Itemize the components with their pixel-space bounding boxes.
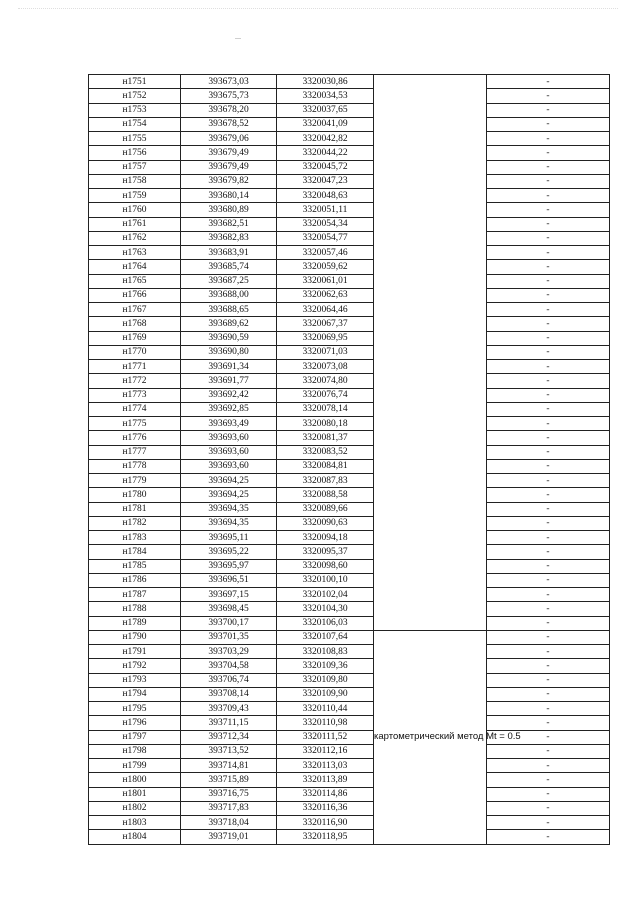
y-coordinate-cell: 3320061,01 [277, 274, 374, 288]
table-row [89, 744, 610, 758]
y-coordinate-cell: 3320107,64 [277, 630, 374, 644]
y-coordinate-cell: 3320102,04 [277, 588, 374, 602]
note-cell: - [487, 630, 610, 644]
point-id-cell: н1761 [89, 217, 181, 231]
note-cell: - [487, 331, 610, 345]
x-coordinate-cell: 393695,97 [181, 559, 277, 573]
note-cell: - [487, 274, 610, 288]
point-id-cell: н1793 [89, 673, 181, 687]
note-cell: - [487, 488, 610, 502]
point-id-cell: н1768 [89, 317, 181, 331]
table-row [89, 174, 610, 188]
point-id-cell: н1771 [89, 360, 181, 374]
point-id-cell: н1792 [89, 659, 181, 673]
point-id-cell: н1786 [89, 573, 181, 587]
point-id-cell: н1769 [89, 331, 181, 345]
y-coordinate-cell: 3320076,74 [277, 388, 374, 402]
y-coordinate-cell: 3320034,53 [277, 89, 374, 103]
x-coordinate-cell: 393704,58 [181, 659, 277, 673]
y-coordinate-cell: 3320111,52 [277, 730, 374, 744]
table-row [89, 816, 610, 830]
point-id-cell: н1772 [89, 374, 181, 388]
y-coordinate-cell: 3320113,89 [277, 773, 374, 787]
note-cell: - [487, 117, 610, 131]
x-coordinate-cell: 393694,25 [181, 488, 277, 502]
note-cell: - [487, 132, 610, 146]
point-id-cell: н1779 [89, 474, 181, 488]
y-coordinate-cell: 3320110,44 [277, 702, 374, 716]
point-id-cell: н1760 [89, 203, 181, 217]
y-coordinate-cell: 3320114,86 [277, 787, 374, 801]
note-cell: - [487, 588, 610, 602]
note-cell: - [487, 545, 610, 559]
table-row [89, 573, 610, 587]
point-id-cell: н1794 [89, 687, 181, 701]
table-row [89, 260, 610, 274]
table-row [89, 374, 610, 388]
y-coordinate-cell: 3320109,36 [277, 659, 374, 673]
note-cell: - [487, 431, 610, 445]
scan-mark [235, 38, 241, 39]
point-id-cell: н1782 [89, 516, 181, 530]
table-row [89, 645, 610, 659]
x-coordinate-cell: 393688,00 [181, 288, 277, 302]
note-cell: - [487, 573, 610, 587]
y-coordinate-cell: 3320108,83 [277, 645, 374, 659]
note-cell: - [487, 702, 610, 716]
x-coordinate-cell: 393718,04 [181, 816, 277, 830]
point-id-cell: н1780 [89, 488, 181, 502]
point-id-cell: н1783 [89, 531, 181, 545]
table-row [89, 431, 610, 445]
table-row [89, 830, 610, 844]
table-row [89, 630, 610, 644]
y-coordinate-cell: 3320098,60 [277, 559, 374, 573]
x-coordinate-cell: 393683,91 [181, 246, 277, 260]
note-cell: - [487, 773, 610, 787]
x-coordinate-cell: 393700,17 [181, 616, 277, 630]
y-coordinate-cell: 3320071,03 [277, 345, 374, 359]
note-cell: - [487, 744, 610, 758]
x-coordinate-cell: 393691,77 [181, 374, 277, 388]
x-coordinate-cell: 393703,29 [181, 645, 277, 659]
y-coordinate-cell: 3320080,18 [277, 417, 374, 431]
table-row [89, 502, 610, 516]
y-coordinate-cell: 3320118,95 [277, 830, 374, 844]
scan-header-noise [18, 8, 618, 19]
table-row [89, 616, 610, 630]
point-id-cell: н1766 [89, 288, 181, 302]
note-cell: - [487, 687, 610, 701]
note-cell: - [487, 445, 610, 459]
point-id-cell: н1774 [89, 402, 181, 416]
note-cell: - [487, 189, 610, 203]
note-cell: - [487, 217, 610, 231]
point-id-cell: н1799 [89, 759, 181, 773]
table-row [89, 75, 610, 89]
note-cell: - [487, 203, 610, 217]
x-coordinate-cell: 393694,35 [181, 516, 277, 530]
point-id-cell: н1787 [89, 588, 181, 602]
point-id-cell: н1778 [89, 459, 181, 473]
table-row [89, 203, 610, 217]
table-row [89, 730, 610, 744]
point-id-cell: н1795 [89, 702, 181, 716]
point-id-cell: н1775 [89, 417, 181, 431]
y-coordinate-cell: 3320106,03 [277, 616, 374, 630]
point-id-cell: н1800 [89, 773, 181, 787]
y-coordinate-cell: 3320057,46 [277, 246, 374, 260]
y-coordinate-cell: 3320109,80 [277, 673, 374, 687]
note-cell: - [487, 559, 610, 573]
note-cell: - [487, 716, 610, 730]
point-id-cell: н1804 [89, 830, 181, 844]
y-coordinate-cell: 3320054,34 [277, 217, 374, 231]
note-cell: - [487, 787, 610, 801]
point-id-cell: н1790 [89, 630, 181, 644]
x-coordinate-cell: 393715,89 [181, 773, 277, 787]
x-coordinate-cell: 393692,42 [181, 388, 277, 402]
y-coordinate-cell: 3320078,14 [277, 402, 374, 416]
x-coordinate-cell: 393687,25 [181, 274, 277, 288]
y-coordinate-cell: 3320069,95 [277, 331, 374, 345]
note-cell: - [487, 231, 610, 245]
table-row [89, 474, 610, 488]
point-id-cell: н1798 [89, 744, 181, 758]
point-id-cell: н1756 [89, 146, 181, 160]
y-coordinate-cell: 3320081,37 [277, 431, 374, 445]
x-coordinate-cell: 393690,59 [181, 331, 277, 345]
x-coordinate-cell: 393694,25 [181, 474, 277, 488]
y-coordinate-cell: 3320064,46 [277, 303, 374, 317]
note-cell: - [487, 816, 610, 830]
y-coordinate-cell: 3320047,23 [277, 174, 374, 188]
table-row [89, 716, 610, 730]
table-row [89, 303, 610, 317]
table-row [89, 759, 610, 773]
x-coordinate-cell: 393701,35 [181, 630, 277, 644]
x-coordinate-cell: 393682,83 [181, 231, 277, 245]
point-id-cell: н1776 [89, 431, 181, 445]
table-row [89, 545, 610, 559]
y-coordinate-cell: 3320084,81 [277, 459, 374, 473]
table-row [89, 402, 610, 416]
x-coordinate-cell: 393692,85 [181, 402, 277, 416]
x-coordinate-cell: 393717,83 [181, 801, 277, 815]
table-row [89, 488, 610, 502]
y-coordinate-cell: 3320041,09 [277, 117, 374, 131]
table-row [89, 317, 610, 331]
table-row [89, 559, 610, 573]
y-coordinate-cell: 3320104,30 [277, 602, 374, 616]
y-coordinate-cell: 3320090,63 [277, 516, 374, 530]
note-cell: - [487, 374, 610, 388]
y-coordinate-cell: 3320113,03 [277, 759, 374, 773]
point-id-cell: н1758 [89, 174, 181, 188]
note-cell: - [487, 502, 610, 516]
table-row [89, 231, 610, 245]
x-coordinate-cell: 393716,75 [181, 787, 277, 801]
x-coordinate-cell: 393688,65 [181, 303, 277, 317]
table-row [89, 787, 610, 801]
table-row [89, 687, 610, 701]
note-cell: - [487, 830, 610, 844]
x-coordinate-cell: 393706,74 [181, 673, 277, 687]
table-row [89, 445, 610, 459]
y-coordinate-cell: 3320074,80 [277, 374, 374, 388]
y-coordinate-cell: 3320030,86 [277, 75, 374, 89]
note-cell: - [487, 616, 610, 630]
table-row [89, 773, 610, 787]
x-coordinate-cell: 393679,49 [181, 146, 277, 160]
table-row [89, 459, 610, 473]
y-coordinate-cell: 3320094,18 [277, 531, 374, 545]
point-id-cell: н1773 [89, 388, 181, 402]
x-coordinate-cell: 393679,49 [181, 160, 277, 174]
point-id-cell: н1757 [89, 160, 181, 174]
note-cell: - [487, 801, 610, 815]
method-cell [374, 75, 487, 631]
point-id-cell: н1803 [89, 816, 181, 830]
point-id-cell: н1765 [89, 274, 181, 288]
point-id-cell: н1770 [89, 345, 181, 359]
note-cell: - [487, 759, 610, 773]
point-id-cell: н1781 [89, 502, 181, 516]
point-id-cell: н1784 [89, 545, 181, 559]
x-coordinate-cell: 393678,52 [181, 117, 277, 131]
y-coordinate-cell: 3320048,63 [277, 189, 374, 203]
y-coordinate-cell: 3320045,72 [277, 160, 374, 174]
point-id-cell: н1785 [89, 559, 181, 573]
table-row [89, 702, 610, 716]
y-coordinate-cell: 3320089,66 [277, 502, 374, 516]
point-id-cell: н1763 [89, 246, 181, 260]
y-coordinate-cell: 3320042,82 [277, 132, 374, 146]
table-row [89, 388, 610, 402]
x-coordinate-cell: 393680,14 [181, 189, 277, 203]
x-coordinate-cell: 393689,62 [181, 317, 277, 331]
y-coordinate-cell: 3320083,52 [277, 445, 374, 459]
x-coordinate-cell: 393695,11 [181, 531, 277, 545]
point-id-cell: н1789 [89, 616, 181, 630]
point-id-cell: н1797 [89, 730, 181, 744]
table-row [89, 531, 610, 545]
note-cell: - [487, 75, 610, 89]
x-coordinate-cell: 393693,60 [181, 431, 277, 445]
table-row [89, 331, 610, 345]
x-coordinate-cell: 393678,20 [181, 103, 277, 117]
point-id-cell: н1791 [89, 645, 181, 659]
table-row [89, 673, 610, 687]
x-coordinate-cell: 393697,15 [181, 588, 277, 602]
note-cell: - [487, 459, 610, 473]
point-id-cell: н1753 [89, 103, 181, 117]
x-coordinate-cell: 393696,51 [181, 573, 277, 587]
method-cell: картометрический метод Mt = 0.5 [374, 630, 487, 844]
table-row [89, 160, 610, 174]
y-coordinate-cell: 3320067,37 [277, 317, 374, 331]
point-id-cell: н1752 [89, 89, 181, 103]
point-id-cell: н1754 [89, 117, 181, 131]
table-row [89, 801, 610, 815]
x-coordinate-cell: 393685,74 [181, 260, 277, 274]
note-cell: - [487, 260, 610, 274]
x-coordinate-cell: 393679,82 [181, 174, 277, 188]
x-coordinate-cell: 393693,60 [181, 459, 277, 473]
note-cell: - [487, 645, 610, 659]
table-row [89, 288, 610, 302]
table-row [89, 417, 610, 431]
x-coordinate-cell: 393712,34 [181, 730, 277, 744]
table-row [89, 132, 610, 146]
table-row [89, 217, 610, 231]
note-cell: - [487, 730, 610, 744]
note-cell: - [487, 659, 610, 673]
x-coordinate-cell: 393714,81 [181, 759, 277, 773]
x-coordinate-cell: 393693,49 [181, 417, 277, 431]
x-coordinate-cell: 393680,89 [181, 203, 277, 217]
table-row [89, 274, 610, 288]
y-coordinate-cell: 3320110,98 [277, 716, 374, 730]
y-coordinate-cell: 3320116,90 [277, 816, 374, 830]
point-id-cell: н1767 [89, 303, 181, 317]
table-row [89, 659, 610, 673]
note-cell: - [487, 360, 610, 374]
point-id-cell: н1802 [89, 801, 181, 815]
table-row [89, 360, 610, 374]
x-coordinate-cell: 393719,01 [181, 830, 277, 844]
note-cell: - [487, 602, 610, 616]
note-cell: - [487, 174, 610, 188]
x-coordinate-cell: 393682,51 [181, 217, 277, 231]
x-coordinate-cell: 393673,03 [181, 75, 277, 89]
table-row [89, 89, 610, 103]
x-coordinate-cell: 393695,22 [181, 545, 277, 559]
note-cell: - [487, 317, 610, 331]
point-id-cell: н1801 [89, 787, 181, 801]
x-coordinate-cell: 393713,52 [181, 744, 277, 758]
x-coordinate-cell: 393679,06 [181, 132, 277, 146]
x-coordinate-cell: 393708,14 [181, 687, 277, 701]
point-id-cell: н1751 [89, 75, 181, 89]
table-row [89, 189, 610, 203]
table-row [89, 602, 610, 616]
note-cell: - [487, 246, 610, 260]
x-coordinate-cell: 393711,15 [181, 716, 277, 730]
y-coordinate-cell: 3320095,37 [277, 545, 374, 559]
table-row [89, 345, 610, 359]
point-id-cell: н1788 [89, 602, 181, 616]
note-cell: - [487, 402, 610, 416]
note-cell: - [487, 288, 610, 302]
note-cell: - [487, 516, 610, 530]
y-coordinate-cell: 3320062,63 [277, 288, 374, 302]
x-coordinate-cell: 393691,34 [181, 360, 277, 374]
table-row [89, 117, 610, 131]
x-coordinate-cell: 393694,35 [181, 502, 277, 516]
y-coordinate-cell: 3320051,11 [277, 203, 374, 217]
x-coordinate-cell: 393709,43 [181, 702, 277, 716]
y-coordinate-cell: 3320044,22 [277, 146, 374, 160]
note-cell: - [487, 531, 610, 545]
x-coordinate-cell: 393693,60 [181, 445, 277, 459]
y-coordinate-cell: 3320087,83 [277, 474, 374, 488]
y-coordinate-cell: 3320112,16 [277, 744, 374, 758]
x-coordinate-cell: 393675,73 [181, 89, 277, 103]
note-cell: - [487, 160, 610, 174]
y-coordinate-cell: 3320109,90 [277, 687, 374, 701]
y-coordinate-cell: 3320037,65 [277, 103, 374, 117]
point-id-cell: н1764 [89, 260, 181, 274]
note-cell: - [487, 89, 610, 103]
table-row [89, 103, 610, 117]
coordinates-table [88, 74, 610, 845]
table-row [89, 588, 610, 602]
note-cell: - [487, 345, 610, 359]
x-coordinate-cell: 393690,80 [181, 345, 277, 359]
coordinates-table-body [89, 75, 610, 845]
note-cell: - [487, 103, 610, 117]
point-id-cell: н1762 [89, 231, 181, 245]
y-coordinate-cell: 3320059,62 [277, 260, 374, 274]
note-cell: - [487, 474, 610, 488]
table-row [89, 516, 610, 530]
point-id-cell: н1755 [89, 132, 181, 146]
note-cell: - [487, 303, 610, 317]
y-coordinate-cell: 3320116,36 [277, 801, 374, 815]
table-row [89, 246, 610, 260]
point-id-cell: н1759 [89, 189, 181, 203]
point-id-cell: н1777 [89, 445, 181, 459]
note-cell: - [487, 146, 610, 160]
x-coordinate-cell: 393698,45 [181, 602, 277, 616]
note-cell: - [487, 388, 610, 402]
note-cell: - [487, 417, 610, 431]
y-coordinate-cell: 3320073,08 [277, 360, 374, 374]
table-row [89, 146, 610, 160]
y-coordinate-cell: 3320100,10 [277, 573, 374, 587]
note-cell: - [487, 673, 610, 687]
y-coordinate-cell: 3320054,77 [277, 231, 374, 245]
y-coordinate-cell: 3320088,58 [277, 488, 374, 502]
point-id-cell: н1796 [89, 716, 181, 730]
